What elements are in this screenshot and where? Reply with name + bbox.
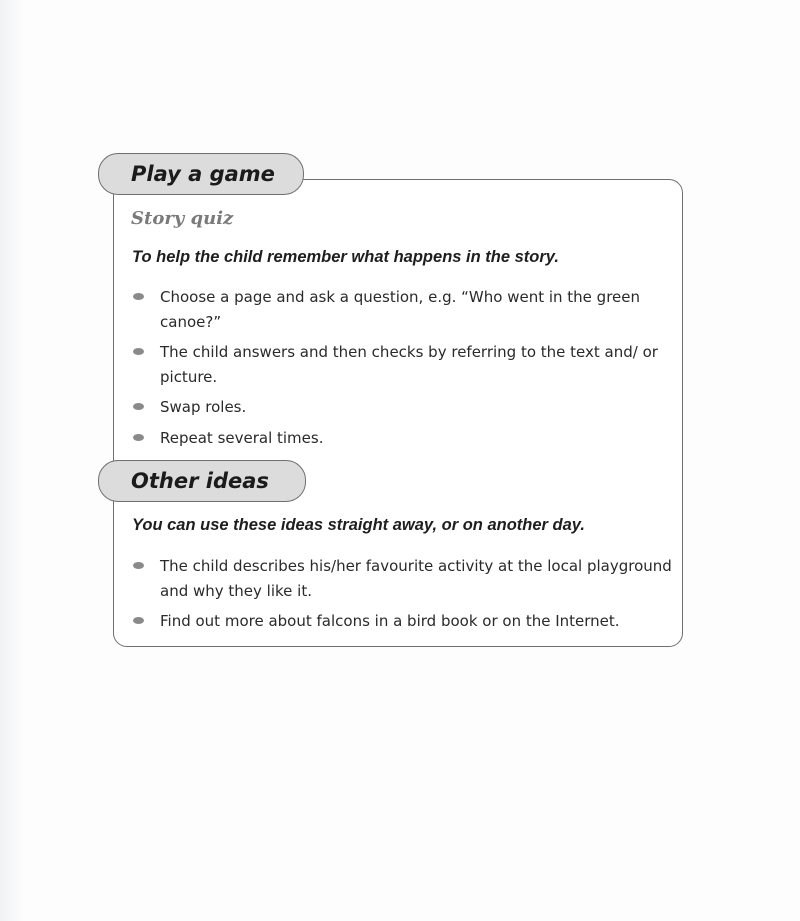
bullet-icon — [133, 348, 144, 355]
other-ideas-aim: You can use these ideas straight away, or on another day. — [132, 516, 585, 534]
other-ideas-list — [132, 554, 677, 640]
play-a-game-heading: Play a game — [131, 162, 275, 186]
play-a-game-tab — [98, 153, 304, 195]
list-item: The child answers and then checks by referring to the text and/ or picture. — [132, 340, 677, 389]
list-item: Choose a page and ask a question, e.g. “Who went in the green canoe?” — [132, 285, 677, 334]
list-item: The child describes his/her favourite activity at the local playground and why they like it. — [132, 554, 677, 603]
page-edge-shadow — [0, 0, 24, 921]
bullet-icon — [133, 434, 144, 441]
other-ideas-tab — [98, 460, 306, 502]
list-item: Find out more about falcons in a bird book or on the Internet. — [132, 609, 677, 634]
bullet-icon — [133, 293, 144, 300]
bullet-icon — [133, 617, 144, 624]
bullet-icon — [133, 403, 144, 410]
bullet-icon — [133, 562, 144, 569]
other-ideas-heading: Other ideas — [131, 469, 269, 493]
story-quiz-subheading: Story quiz — [131, 208, 234, 229]
story-quiz-aim: To help the child remember what happens in the story. — [132, 248, 559, 266]
list-item: Repeat several times. — [132, 426, 677, 451]
list-item: Swap roles. — [132, 395, 677, 420]
story-quiz-steps — [132, 285, 677, 456]
